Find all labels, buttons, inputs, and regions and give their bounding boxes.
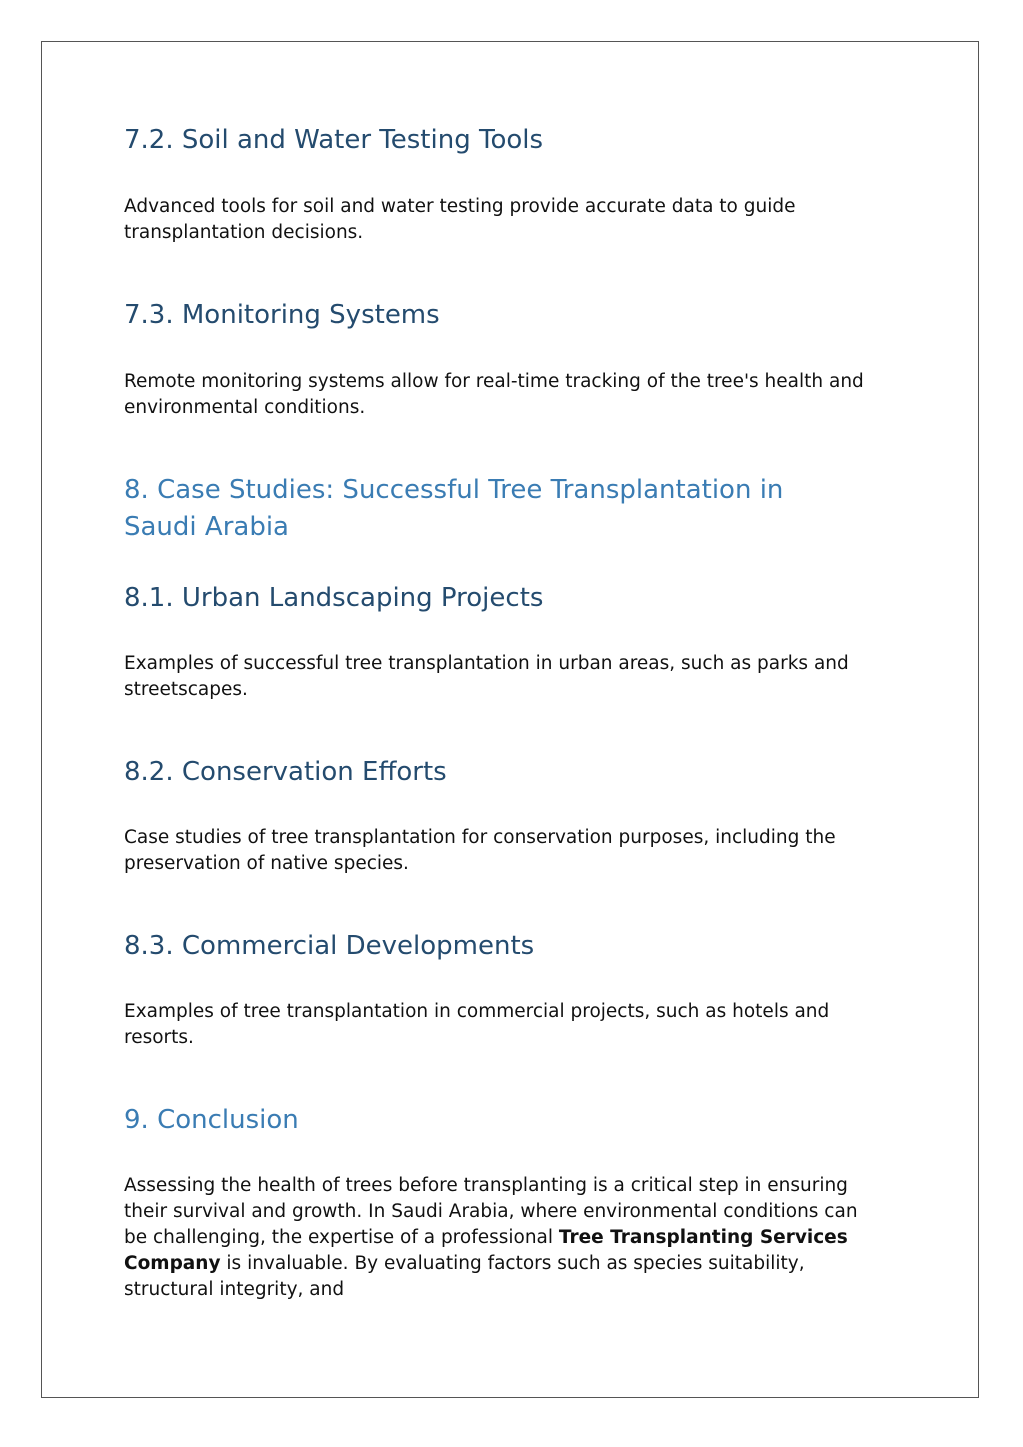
heading-8-1: 8.1. Urban Landscaping Projects: [124, 583, 544, 613]
heading-8-line-1: 8. Case Studies: Successful Tree Transplantation in: [124, 475, 784, 505]
paragraph-8-2: Case studies of tree transplantation for conservation purposes, including the preservation of native species.: [124, 827, 836, 874]
paragraph-9-text-end: is invaluable. By evaluating factors such as species suitability, structural integrity, and: [124, 1253, 805, 1300]
paragraph-9: [124, 1173, 869, 1303]
company-name-bold: Tree Transplanting Services Company: [124, 1227, 848, 1274]
heading-7-3: 7.3. Monitoring Systems: [124, 300, 440, 330]
heading-8-3: 8.3. Commercial Developments: [124, 931, 535, 961]
paragraph-9-text-start: Assessing the health of trees before transplanting is a critical step in ensuring their survival and growth. In Saudi Arabia, where environmental conditions can be challenging, the expertise of a professional: [124, 1175, 858, 1248]
heading-8-2: 8.2. Conservation Efforts: [124, 757, 447, 787]
heading-7-2: 7.2. Soil and Water Testing Tools: [124, 125, 544, 155]
heading-9: 9. Conclusion: [124, 1105, 299, 1135]
paragraph-7-2: Advanced tools for soil and water testing provide accurate data to guide transplantation decisions.: [124, 196, 796, 243]
heading-8: [124, 472, 783, 546]
heading-8-line-2: Saudi Arabia: [124, 512, 289, 542]
document-page: [41, 41, 979, 1398]
paragraph-7-3: Remote monitoring systems allow for real-time tracking of the tree's health and environmental conditions.: [124, 371, 864, 418]
paragraph-8-3: Examples of tree transplantation in commercial projects, such as hotels and resorts.: [124, 1001, 830, 1048]
paragraph-8-1: Examples of successful tree transplantation in urban areas, such as parks and streetscapes.: [124, 653, 849, 700]
